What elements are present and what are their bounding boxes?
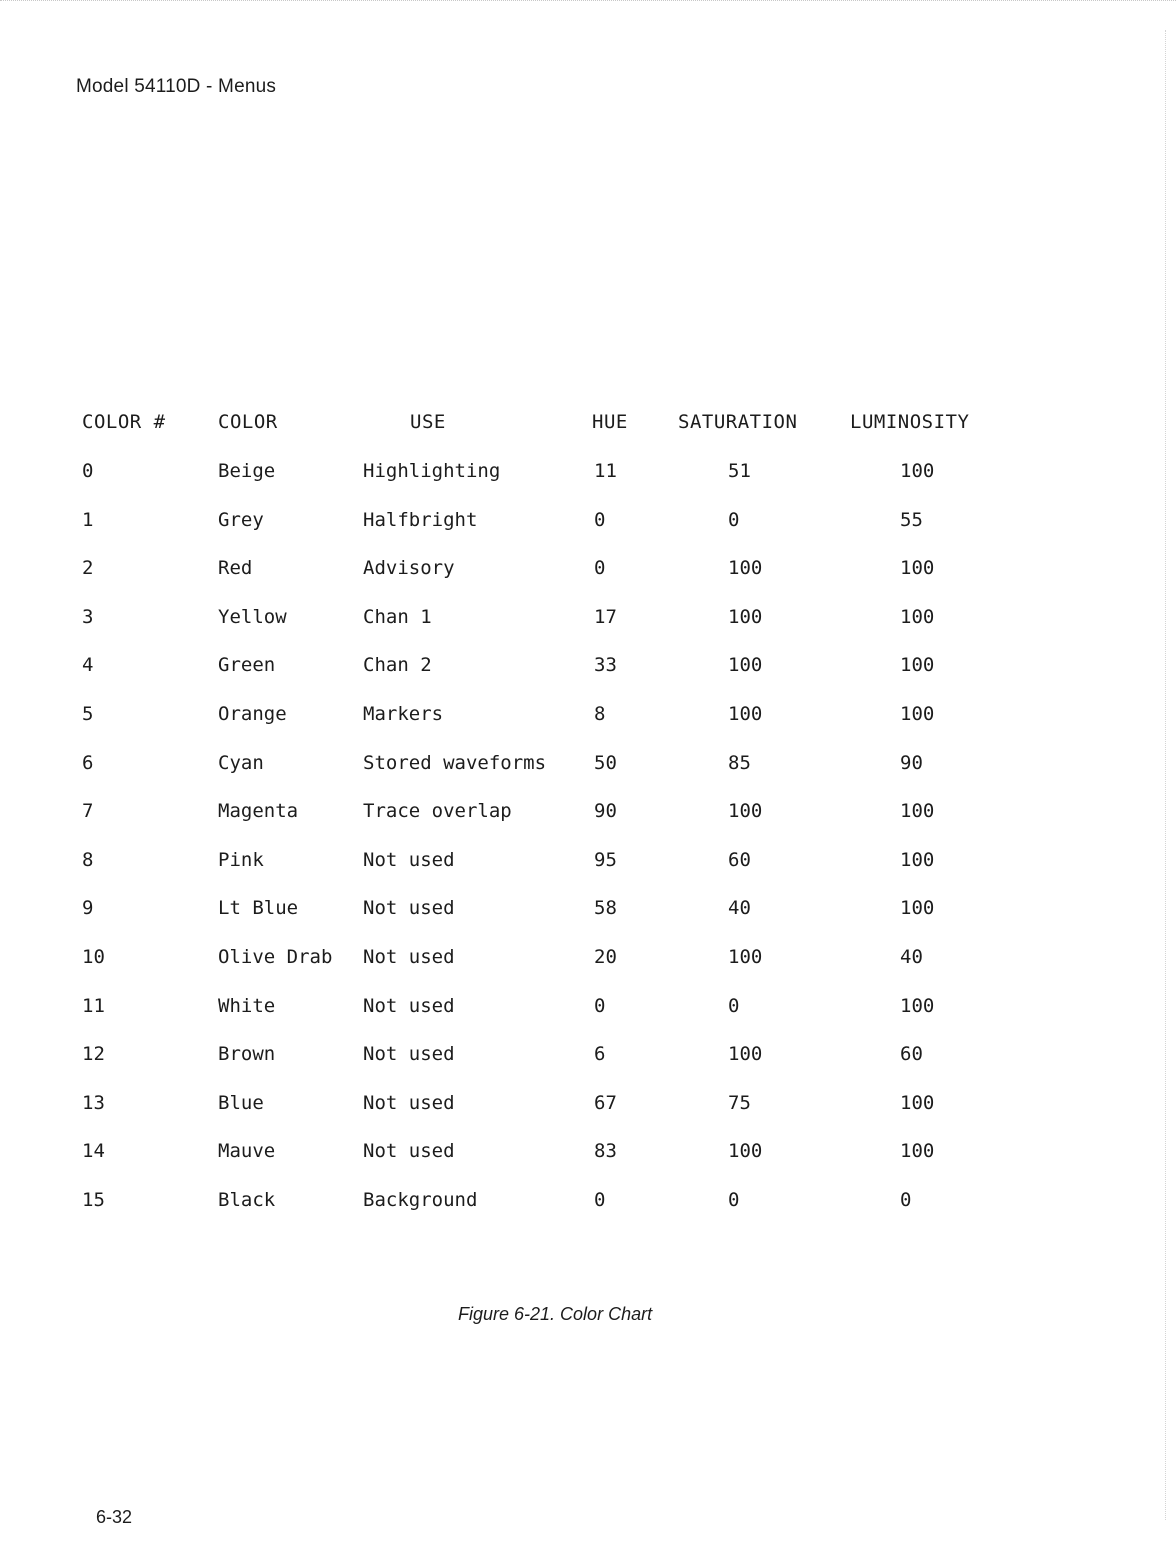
cell-color-name: Orange	[218, 703, 287, 725]
figure-caption: Figure 6-21. Color Chart	[458, 1304, 653, 1324]
cell-use: Not used	[363, 897, 455, 920]
cell-saturation: 0	[728, 1189, 740, 1211]
cell-color-number: 8	[82, 848, 94, 871]
table-row	[0, 991, 1176, 1021]
cell-color-number: 14	[82, 1140, 105, 1163]
cell-hue: 95	[594, 848, 617, 871]
cell-use: Advisory	[363, 557, 455, 580]
cell-color-name: Blue	[218, 1091, 264, 1114]
cell-hue: 83	[594, 1140, 617, 1163]
cell-color-name: Green	[218, 654, 276, 677]
cell-use: Not used	[363, 1043, 455, 1066]
column-header-luminosity: LUMINOSITY	[850, 411, 970, 433]
cell-luminosity: 100	[900, 897, 935, 920]
table-row	[0, 748, 1176, 778]
cell-hue: 90	[594, 800, 617, 823]
cell-luminosity: 100	[900, 848, 935, 871]
cell-luminosity: 100	[900, 1140, 935, 1163]
cell-hue: 33	[594, 654, 617, 677]
column-header-use: USE	[410, 411, 446, 433]
table-row	[0, 505, 1176, 535]
cell-saturation: 100	[728, 654, 763, 677]
table-row	[0, 1185, 1176, 1215]
cell-color-number: 11	[82, 994, 105, 1017]
cell-use: Not used	[363, 1091, 455, 1114]
cell-color-number: 7	[82, 800, 94, 823]
cell-hue: 20	[594, 946, 617, 968]
cell-color-number: 3	[82, 605, 94, 628]
table-row	[0, 1136, 1176, 1166]
cell-hue: 8	[594, 703, 606, 725]
cell-luminosity: 100	[900, 800, 935, 823]
page-number: 6-32	[96, 1507, 133, 1527]
cell-color-number: 5	[82, 703, 94, 725]
table-row	[0, 699, 1176, 729]
cell-saturation: 40	[728, 897, 751, 920]
cell-saturation: 100	[728, 605, 763, 628]
cell-hue: 0	[594, 1189, 606, 1211]
cell-color-name: Black	[218, 1189, 276, 1211]
table-row	[0, 602, 1176, 632]
cell-use: Chan 2	[363, 654, 432, 677]
cell-saturation: 100	[728, 1043, 763, 1066]
cell-color-number: 13	[82, 1091, 105, 1114]
table-row	[0, 456, 1176, 486]
table-row	[0, 1088, 1176, 1118]
cell-color-name: Magenta	[218, 800, 299, 823]
cell-hue: 67	[594, 1091, 617, 1114]
cell-color-number: 10	[82, 946, 105, 968]
cell-use: Not used	[363, 1140, 455, 1163]
cell-color-name: Cyan	[218, 751, 264, 774]
cell-color-number: 9	[82, 897, 94, 920]
cell-luminosity: 0	[900, 1189, 912, 1211]
cell-hue: 0	[594, 994, 606, 1017]
cell-color-name: Yellow	[218, 605, 287, 628]
table-row	[0, 893, 1176, 923]
cell-luminosity: 100	[900, 605, 935, 628]
cell-luminosity: 100	[900, 703, 935, 725]
cell-hue: 11	[594, 460, 617, 482]
cell-color-number: 1	[82, 508, 94, 531]
cell-luminosity: 100	[900, 994, 935, 1017]
cell-use: Not used	[363, 848, 455, 871]
cell-color-number: 0	[82, 460, 94, 482]
cell-color-name: White	[218, 994, 276, 1017]
cell-color-name: Brown	[218, 1043, 276, 1066]
cell-luminosity: 40	[900, 946, 923, 968]
cell-hue: 0	[594, 557, 606, 580]
cell-saturation: 75	[728, 1091, 751, 1114]
cell-color-number: 15	[82, 1189, 105, 1211]
cell-color-number: 12	[82, 1043, 105, 1066]
column-header-color-number: COLOR #	[82, 411, 166, 433]
cell-color-name: Lt Blue	[218, 897, 299, 920]
cell-luminosity: 55	[900, 508, 923, 531]
cell-saturation: 100	[728, 946, 763, 968]
cell-saturation: 100	[728, 557, 763, 580]
cell-hue: 6	[594, 1043, 606, 1066]
cell-luminosity: 60	[900, 1043, 923, 1066]
cell-use: Not used	[363, 946, 455, 968]
cell-color-number: 4	[82, 654, 94, 677]
cell-use: Halfbright	[363, 508, 478, 531]
cell-luminosity: 90	[900, 751, 923, 774]
column-header-hue: HUE	[592, 411, 628, 433]
cell-use: Highlighting	[363, 460, 501, 482]
cell-hue: 58	[594, 897, 617, 920]
cell-color-name: Pink	[218, 848, 264, 871]
scan-top-edge	[0, 0, 1176, 3]
cell-use: Chan 1	[363, 605, 432, 628]
table-row	[0, 845, 1176, 875]
cell-luminosity: 100	[900, 1091, 935, 1114]
cell-color-name: Beige	[218, 460, 276, 482]
table-row	[0, 553, 1176, 583]
cell-color-name: Mauve	[218, 1140, 276, 1163]
page-header: Model 54110D - Menus	[76, 76, 277, 97]
cell-saturation: 100	[728, 703, 763, 725]
cell-use: Background	[363, 1189, 478, 1211]
cell-color-name: Olive Drab	[218, 946, 333, 968]
cell-color-name: Grey	[218, 508, 264, 531]
cell-saturation: 0	[728, 508, 740, 531]
column-header-color: COLOR	[218, 411, 278, 433]
cell-color-number: 2	[82, 557, 94, 580]
cell-use: Not used	[363, 994, 455, 1017]
cell-saturation: 100	[728, 800, 763, 823]
cell-color-number: 6	[82, 751, 94, 774]
cell-saturation: 60	[728, 848, 751, 871]
cell-saturation: 85	[728, 751, 751, 774]
cell-hue: 50	[594, 751, 617, 774]
table-row	[0, 650, 1176, 680]
cell-color-name: Red	[218, 557, 253, 580]
cell-saturation: 100	[728, 1140, 763, 1163]
cell-use: Stored waveforms	[363, 751, 547, 774]
cell-use: Markers	[363, 703, 444, 725]
column-header-saturation: SATURATION	[678, 411, 798, 433]
cell-luminosity: 100	[900, 557, 935, 580]
cell-use: Trace overlap	[363, 800, 512, 823]
cell-hue: 17	[594, 605, 617, 628]
cell-hue: 0	[594, 508, 606, 531]
table-header-row	[0, 407, 1176, 437]
cell-luminosity: 100	[900, 654, 935, 677]
table-row	[0, 1039, 1176, 1069]
cell-saturation: 51	[728, 460, 751, 482]
table-row	[0, 942, 1176, 972]
cell-saturation: 0	[728, 994, 740, 1017]
table-row	[0, 796, 1176, 826]
cell-luminosity: 100	[900, 460, 935, 482]
